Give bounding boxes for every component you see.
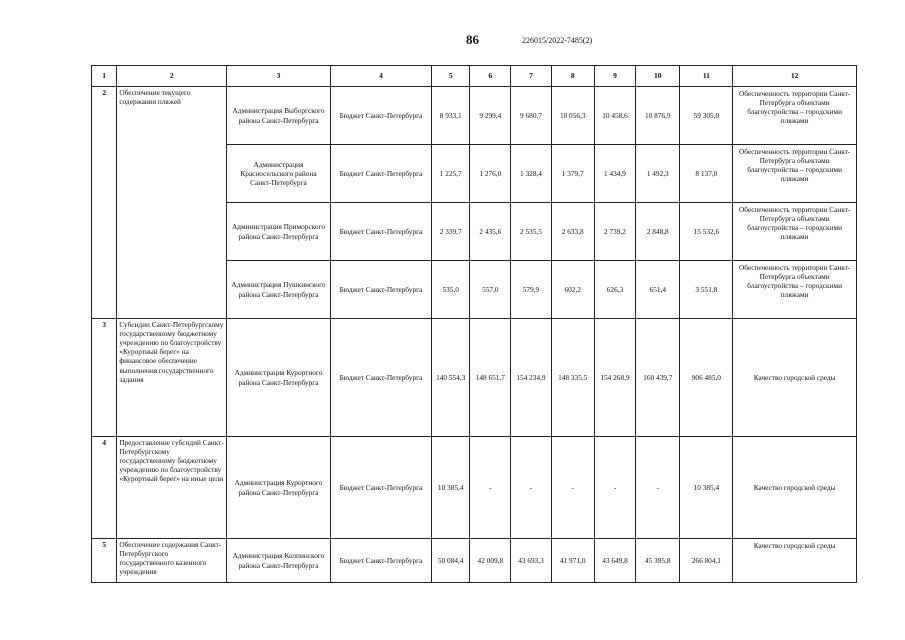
value-cell: 148 335,5 (551, 319, 594, 437)
value-cell: 602,2 (551, 261, 594, 319)
value-cell: 160 439,7 (636, 319, 680, 437)
result-cell: Качество городской среды (733, 437, 857, 539)
value-cell: 45 395,8 (636, 539, 680, 583)
value-cell: - (594, 437, 635, 539)
total-cell: 3 551,8 (680, 261, 733, 319)
value-cell: 2 535,5 (511, 203, 551, 261)
executor-cell: Администрация Выборгского района Санкт-Петербурга (227, 87, 331, 145)
value-cell: 8 933,1 (432, 87, 470, 145)
result-cell: Обеспеченность территории Санкт-Петербурга объектами благоустройства – городскими пляжами (733, 145, 857, 203)
value-cell: - (551, 437, 594, 539)
page-number: 86 (466, 32, 479, 47)
total-cell: 906 485,0 (680, 319, 733, 437)
value-cell: 10 876,9 (636, 87, 680, 145)
source-cell: Бюджет Санкт-Петербурга (330, 203, 431, 261)
total-cell: 8 137,0 (680, 145, 733, 203)
document-id: 226015/2022-7485(2) (522, 36, 593, 45)
executor-cell: Администрация Курортного района Санкт-Петербурга (227, 319, 331, 437)
value-cell: 9 680,7 (511, 87, 551, 145)
total-cell: 266 804,1 (680, 539, 733, 583)
value-cell: 42 009,8 (470, 539, 511, 583)
executor-cell: Администрация Приморского района Санкт-Петербурга (227, 203, 331, 261)
value-cell: 1 434,9 (594, 145, 635, 203)
header-cell: 6 (470, 66, 511, 87)
header-cell: 10 (636, 66, 680, 87)
value-cell: 557,0 (470, 261, 511, 319)
value-cell: 43 649,8 (594, 539, 635, 583)
result-cell: Качество городской среды (733, 539, 857, 583)
budget-table (91, 65, 857, 583)
value-cell: 2 633,8 (551, 203, 594, 261)
header-cell: 12 (733, 66, 857, 87)
value-cell: 154 268,9 (594, 319, 635, 437)
header-cell: 7 (511, 66, 551, 87)
value-cell: 148 651,7 (470, 319, 511, 437)
result-cell: Обеспеченность территории Санкт-Петербурга объектами благоустройства – городскими пляжами (733, 203, 857, 261)
value-cell: 154 234,9 (511, 319, 551, 437)
value-cell: 10 056,3 (551, 87, 594, 145)
executor-cell: Администрация Колпинского района Санкт-Петербурга (227, 539, 331, 583)
total-cell: 10 385,4 (680, 437, 733, 539)
source-cell: Бюджет Санкт-Петербурга (330, 87, 431, 145)
executor-cell: Администрация Пушкинского района Санкт-Петербурга (227, 261, 331, 319)
value-cell: 2 848,8 (636, 203, 680, 261)
value-cell: 1 379,7 (551, 145, 594, 203)
header-cell: 4 (330, 66, 431, 87)
value-cell: - (470, 437, 511, 539)
value-cell: 140 554,3 (432, 319, 470, 437)
table-row (92, 319, 857, 437)
table-row (92, 87, 857, 145)
source-cell: Бюджет Санкт-Петербурга (330, 319, 431, 437)
value-cell: 2 739,2 (594, 203, 635, 261)
source-cell: Бюджет Санкт-Петербурга (330, 145, 431, 203)
row-number: 2 (92, 87, 117, 319)
value-cell: 10 385,4 (432, 437, 470, 539)
table-row (92, 437, 857, 539)
header-cell: 9 (594, 66, 635, 87)
value-cell: 9 299,4 (470, 87, 511, 145)
source-cell: Бюджет Санкт-Петербурга (330, 437, 431, 539)
header-cell: 1 (92, 66, 117, 87)
value-cell: 651,4 (636, 261, 680, 319)
row-number: 5 (92, 539, 117, 583)
row-description: Обеспечение текущего содержания пляжей (117, 87, 227, 319)
row-description: Субсидии Санкт-Петербургскому государственному бюджетному учреждению по благоустройству «Курортный берег» на финансовое обеспечение выполнения государственного задания (117, 319, 227, 437)
total-cell: 15 532,6 (680, 203, 733, 261)
header-cell: 3 (227, 66, 331, 87)
header-row (92, 66, 857, 87)
result-cell: Обеспеченность территории Санкт-Петербурга объектами благоустройства – городскими пляжами (733, 87, 857, 145)
header-cell: 2 (117, 66, 227, 87)
value-cell: - (636, 437, 680, 539)
executor-cell: Администрация Курортного района Санкт-Петербурга (227, 437, 331, 539)
value-cell: 1 225,7 (432, 145, 470, 203)
value-cell: 1 276,0 (470, 145, 511, 203)
row-number: 3 (92, 319, 117, 437)
row-description: Обеспечение содержания Санкт-Петербургского государственного казенного учреждения (117, 539, 227, 583)
value-cell: 50 084,4 (432, 539, 470, 583)
header-cell: 5 (432, 66, 470, 87)
table-row (92, 539, 857, 583)
value-cell: 535,0 (432, 261, 470, 319)
source-cell: Бюджет Санкт-Петербурга (330, 539, 431, 583)
header-cell: 11 (680, 66, 733, 87)
row-number: 4 (92, 437, 117, 539)
value-cell: 2 339,7 (432, 203, 470, 261)
value-cell: 43 693,3 (511, 539, 551, 583)
value-cell: 10 458,6 (594, 87, 635, 145)
value-cell: 1 328,4 (511, 145, 551, 203)
row-description: Предоставление субсидий Санкт-Петербургскому государственному бюджетному учреждению по благоустройству «Курортный берег» на иные цели (117, 437, 227, 539)
value-cell: 626,3 (594, 261, 635, 319)
header-cell: 8 (551, 66, 594, 87)
value-cell: 1 492,3 (636, 145, 680, 203)
value-cell: - (511, 437, 551, 539)
value-cell: 2 435,6 (470, 203, 511, 261)
source-cell: Бюджет Санкт-Петербурга (330, 261, 431, 319)
total-cell: 59 305,0 (680, 87, 733, 145)
result-cell: Качество городской среды (733, 319, 857, 437)
result-cell: Обеспеченность территории Санкт-Петербурга объектами благоустройства – городскими пляжами (733, 261, 857, 319)
executor-cell: Администрация Красносельского района Санкт-Петербурга (227, 145, 331, 203)
value-cell: 41 971,0 (551, 539, 594, 583)
value-cell: 579,9 (511, 261, 551, 319)
